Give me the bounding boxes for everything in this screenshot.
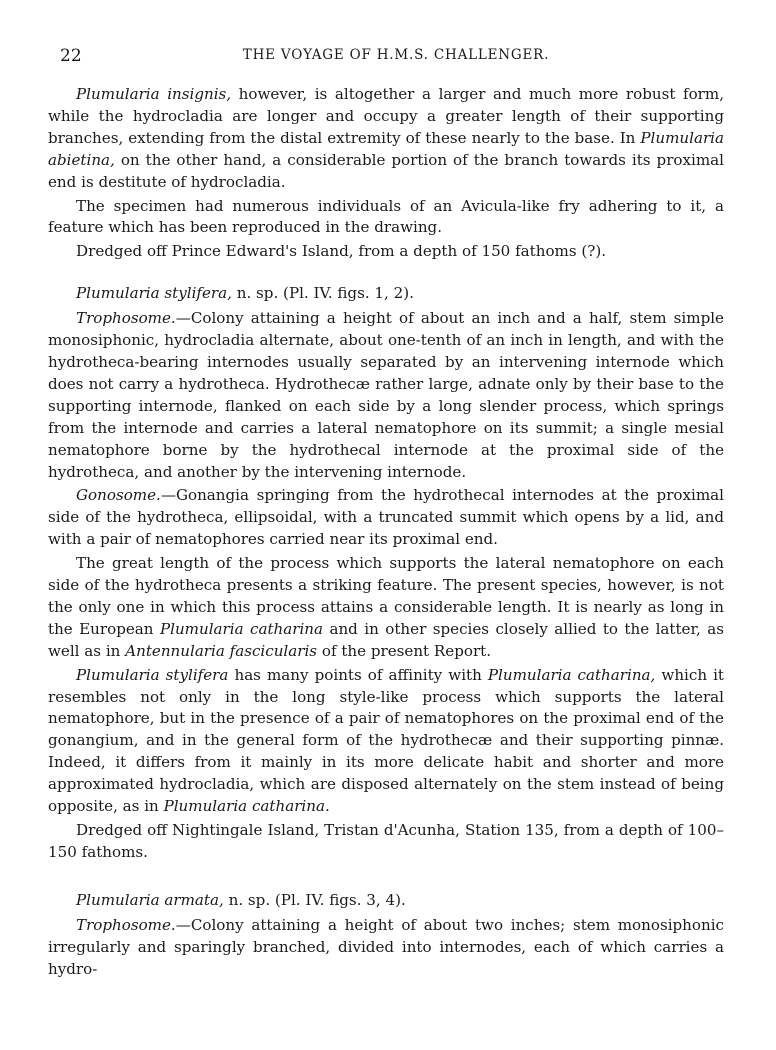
paragraph-trophosome-stylifera bbox=[48, 308, 724, 483]
species-name: Plumularia stylifera bbox=[76, 665, 229, 684]
species-name: Plumularia catharina. bbox=[163, 797, 330, 816]
paragraph-text: and in other species closely allied to the latter, as well as in bbox=[48, 619, 724, 660]
page-number: 22 bbox=[60, 46, 82, 66]
paragraph-insignis-comparison bbox=[48, 84, 724, 194]
paragraph-text: on the other hand, a considerable portion of the branch towards its proximal end is destitute of hydrocladia. bbox=[48, 150, 724, 191]
section-label: Trophosome. bbox=[76, 915, 176, 934]
species-heading-armata bbox=[48, 890, 724, 912]
species-name: Antennularia fascicularis bbox=[125, 641, 318, 660]
paragraph-text: —Gonangia springing from the hydrothecal internodes at the proximal side of the hydrotheca, ellipsoidal, with a truncated summit which opens by a lid, and with a pair of nematophores carried near its proximal end. bbox=[48, 486, 724, 549]
paragraph-text: however, is altogether a larger and much more robust form, while the hydrocladia are longer and occupy a greater length of their supporting branches, extending from the distal extremity of these nearly to the base. In bbox=[48, 85, 724, 147]
paragraph-process-length bbox=[48, 553, 724, 663]
species-name: Plumularia abietina, bbox=[48, 128, 724, 169]
paragraph-text: —Colony attaining a height of about two inches; stem monosiphonic irregularly and sparingly branched, divided into internodes, each of which carries a hydro- bbox=[48, 915, 724, 978]
paragraph-trophosome-armata bbox=[48, 915, 724, 981]
page-body bbox=[48, 84, 724, 980]
paragraph-specimen-note: The specimen had numerous individuals of an Avicula-like fry adhering to it, a feature which has been reproduced in the drawing. bbox=[48, 196, 724, 237]
paragraph-text: The great length of the process which supports the lateral nematophore on each side of the hydrotheca presents a striking feature. The present species, however, is not the only one in which this process attains a considerable length. It is nearly as long in the European bbox=[48, 554, 724, 638]
paragraph-station-locality: Dredged off Nightingale Island, Tristan d'Acunha, Station 135, from a depth of 100–150 fathoms. bbox=[48, 821, 724, 861]
paragraph-affinity bbox=[48, 665, 724, 818]
species-name: Plumularia catharina, bbox=[487, 665, 656, 684]
paragraph-text: has many points of affinity with bbox=[228, 665, 488, 684]
species-name: Plumularia stylifera, bbox=[76, 284, 232, 303]
species-name: Plumularia insignis, bbox=[76, 85, 232, 103]
species-heading-stylifera bbox=[48, 283, 724, 305]
paragraph-locality: Dredged off Prince Edward's Island, from a depth of 150 fathoms (?). bbox=[76, 242, 607, 261]
running-title: THE VOYAGE OF H.M.S. CHALLENGER. bbox=[242, 47, 550, 63]
section-label: Trophosome. bbox=[76, 309, 176, 328]
paragraph-text: which it resembles not only in the long style-like process which supports the lateral nematophore, but in the presence of a pair of nematophores on the proximal end of the gonangium, and in the general form of the hydrothecæ and their supporting pinnæ. Indeed, it differs from it mainly in its more delicate habit and shorter and more approximated hydrocladia, which are disposed alternately on the stem instead of being opposite, as in bbox=[48, 665, 725, 816]
paragraph-gonosome-stylifera bbox=[48, 485, 724, 551]
paragraph-text: —Colony attaining a height of about an inch and a half, stem simple monosiphonic, hydrocladia alternate, about one-tenth of an inch in length, and with the hydrotheca-bearing internodes usually separated by an intervening internode which does not carry a hydrotheca. Hydrothecæ rather large, adnate only by their base to the supporting internode, flanked on each side by a long slender process, which springs from the internode and carries a lateral nematophore on its summit; a single mesial nematophore borne by the hydrothecal internode at the proximal side of the hydrotheca, and another by the intervening internode. bbox=[48, 309, 724, 481]
species-name: Plumularia armata, bbox=[76, 890, 224, 909]
paragraph-text: of the present Report. bbox=[317, 641, 492, 660]
heading-text: n. sp. (Pl. IV. figs. 3, 4). bbox=[223, 890, 406, 909]
heading-text: n. sp. (Pl. IV. figs. 1, 2). bbox=[231, 284, 414, 303]
page-header bbox=[48, 46, 724, 66]
section-label: Gonosome. bbox=[76, 486, 161, 505]
species-name: Plumularia catharina bbox=[159, 619, 324, 638]
